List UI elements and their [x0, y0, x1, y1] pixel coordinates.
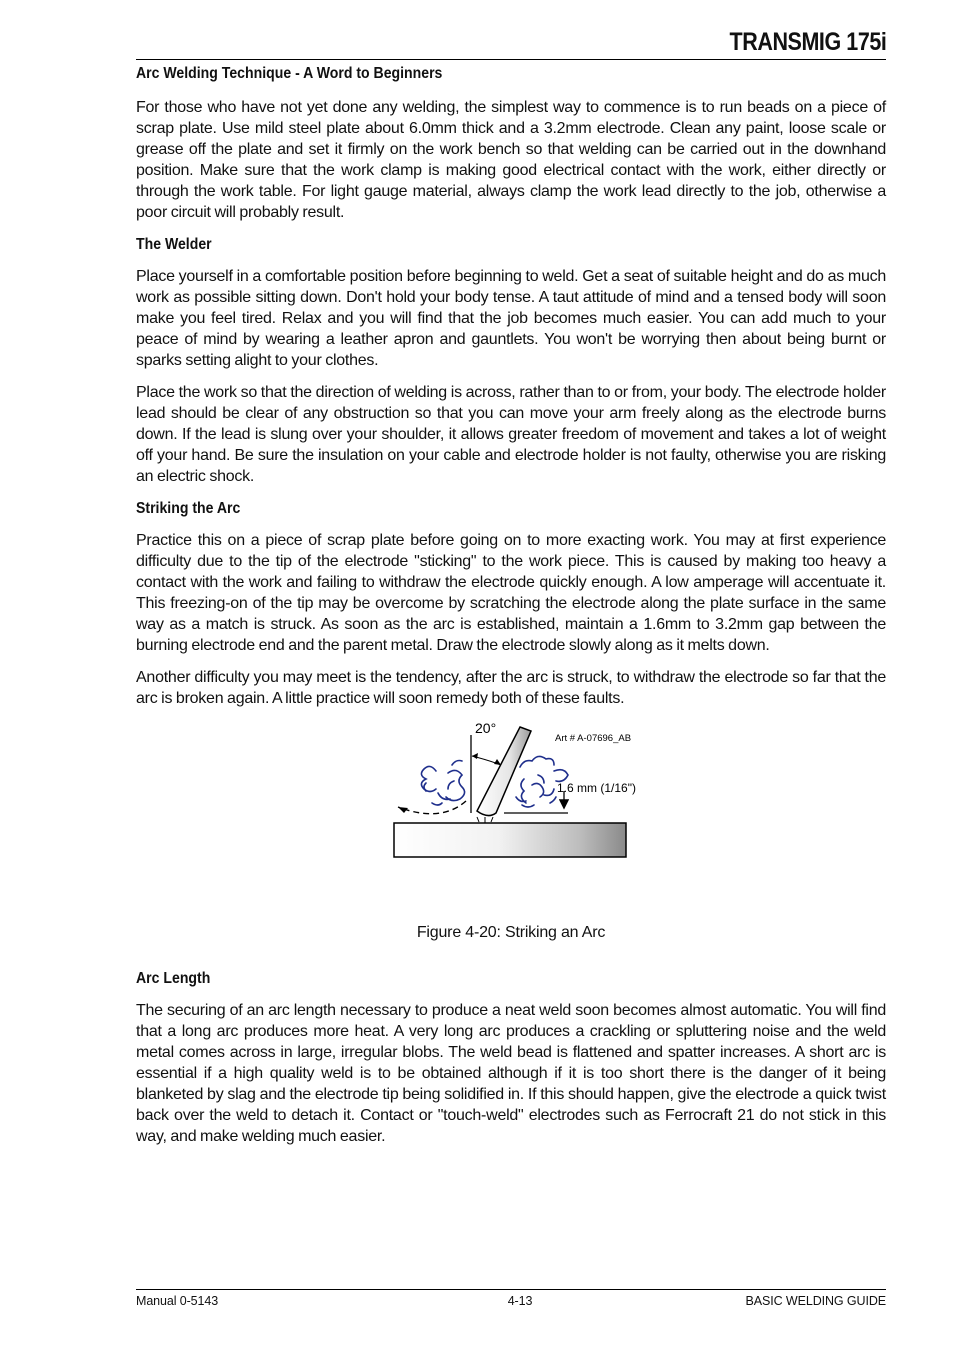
- heading-striking: Striking the Arc: [136, 500, 241, 517]
- art-number-label: Art # A-07696_AB: [555, 733, 632, 744]
- page-content: [136, 63, 886, 1147]
- paragraph-welder-1: Place yourself in a comfortable position before beginning to weld. Get a seat of suitable height and do as much work as possible sitting down. Don't hold your body tense. A taut attitude of mind and a tensed body will soon make you feel tired. Relax and you will find that the job becomes much easier. You can add much to your peace of mind by wearing a leather apron and gauntlets. You won't be worrying then about being burnt or sparks setting alight to your clothes.: [136, 268, 886, 369]
- paragraph-beginners: For those who have not yet done any welding, the simplest way to commence is to run beads on a piece of scrap plate. Use mild steel plate about 6.0mm thick and a 3.2mm electrode. Clean any paint, loose scale or grease off the plate and set it firmly on the work bench so that welding can be carried out in the downhand position. Make sure that the work clamp is making good electrical contact with the work, either directly or through the work table. For light gauge material, always clamp the work lead directly to the job, otherwise a poor circuit will probably result.: [136, 99, 886, 221]
- arc-sparks: [477, 817, 493, 823]
- figure-caption: Figure 4-20: Striking an Arc: [416, 924, 606, 941]
- gap-label: 1.6 mm (1/16"): [557, 781, 636, 795]
- paragraph-striking-2: Another difficulty you may meet is the tendency, after the arc is struck, to withdraw the electrode so far that the arc is broken again. A little practice will soon remedy both of these faults.: [136, 669, 886, 707]
- striking-arc-diagram: [136, 719, 886, 919]
- footer-rule: [136, 1289, 886, 1290]
- header-rule: [136, 59, 886, 60]
- angle-label: 20°: [475, 720, 497, 736]
- paragraph-arc-length: The securing of an arc length necessary to produce a neat weld soon becomes almost automatic. You will find that a long arc produces more heat. A very long arc produces a crackling or spluttering noise and the weld metal comes across in large, irregular blobs. The weld bead is flattened and spatter increases. A short arc is essential if a high quality weld is to be obtained although if it is too short there is the danger of it being blanketed by slag and the electrode tip being solidified in. If this should happen, give the electrode a quick twist back over the weld to detach it. Contact or "touch-weld" electrodes such as Ferrocraft 21 do not stick in this way, and make welding much easier.: [136, 1002, 886, 1145]
- figure-striking-arc: [136, 719, 886, 969]
- footer-page-number: 4-13: [507, 1294, 533, 1308]
- heading-arc-length: Arc Length: [136, 970, 211, 987]
- paragraph-welder-2: Place the work so that the direction of welding is across, rather than to or from, your body. The electrode holder lead should be clear of any obstruction so that you can move your arm freely along as the electrode burns down. If the lead is slung over your shoulder, it allows greater freedom of movement and takes a lot of weight off your hand. Be sure the insulation on your cable and electrode holder is not faulty, otherwise you are risking an electric shock.: [136, 384, 886, 485]
- work-plate: [394, 823, 626, 857]
- heading-beginners: Arc Welding Technique - A Word to Beginners: [136, 65, 443, 82]
- paragraph-striking-1: Practice this on a piece of scrap plate before going on to more exacting work. You may at first experience difficulty due to the tip of the electrode "sticking" to the work piece. This is caused by making too heavy a contact with the work and failing to withdraw the electrode quickly enough. A low amperage will accentuate it. This freezing-on of the tip may be overcome by scratching the electrode along the plate surface in the same way as a match is struck. As soon as the arc is established, maintain a 1.6mm to 3.2mm gap between the burning electrode end and the parent metal. Draw the electrode slowly along as it melts down.: [136, 532, 886, 654]
- angle-arrow-right: [494, 759, 501, 765]
- footer-section-name: BASIC WELDING GUIDE: [745, 1294, 886, 1308]
- heading-welder: The Welder: [136, 236, 212, 253]
- spatter-left: [421, 761, 464, 806]
- footer-manual-number: Manual 0-5143: [136, 1294, 219, 1308]
- document-brand-title: TRANSMIG 175i: [729, 28, 886, 56]
- angle-arrow-left: [472, 753, 478, 759]
